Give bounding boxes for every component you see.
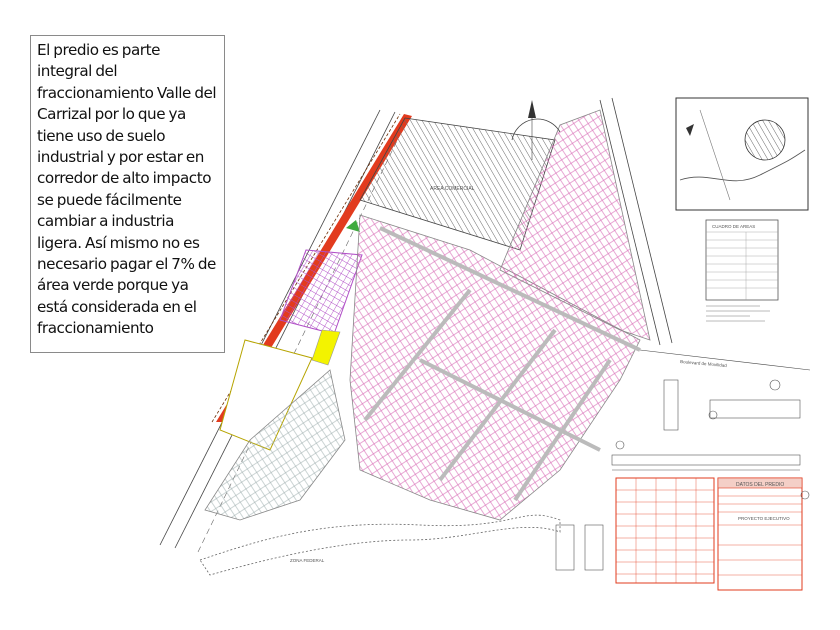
title-block	[718, 478, 802, 590]
location-map	[676, 98, 808, 210]
creek	[200, 515, 560, 575]
area-table	[706, 220, 778, 300]
callout-text: El predio es parte integral del fraccionamiento Valle del Carrizal por lo que ya tiene uso de suelo industrial y por estar en corredor de alto impacto se puede fácilmente cambiar a industria ligera. Así mismo no es necesario pagar el 7% de área verde porque ya está considerada en el fraccionamiento	[37, 41, 217, 338]
yellow-parcel	[312, 330, 340, 365]
title-block-section: PROYECTO EJECUTIVO	[738, 516, 790, 521]
green-area	[346, 220, 360, 232]
svg-text:Boulevard de Movilidad: Boulevard de Movilidad	[679, 359, 727, 369]
notes-block	[706, 306, 770, 321]
svg-text:AREA COMERCIAL: AREA COMERCIAL	[430, 186, 475, 192]
building-elevations	[556, 525, 603, 570]
area-table-header: CUADRO DE AREAS	[712, 224, 756, 229]
svg-text:ZONA FEDERAL: ZONA FEDERAL	[290, 558, 325, 563]
street-sections	[612, 380, 800, 470]
lot-dimensions-table	[616, 478, 714, 583]
purple-parcel	[280, 250, 362, 334]
callout-note	[30, 35, 225, 353]
title-block-header: DATOS DEL PREDIO	[736, 482, 785, 488]
